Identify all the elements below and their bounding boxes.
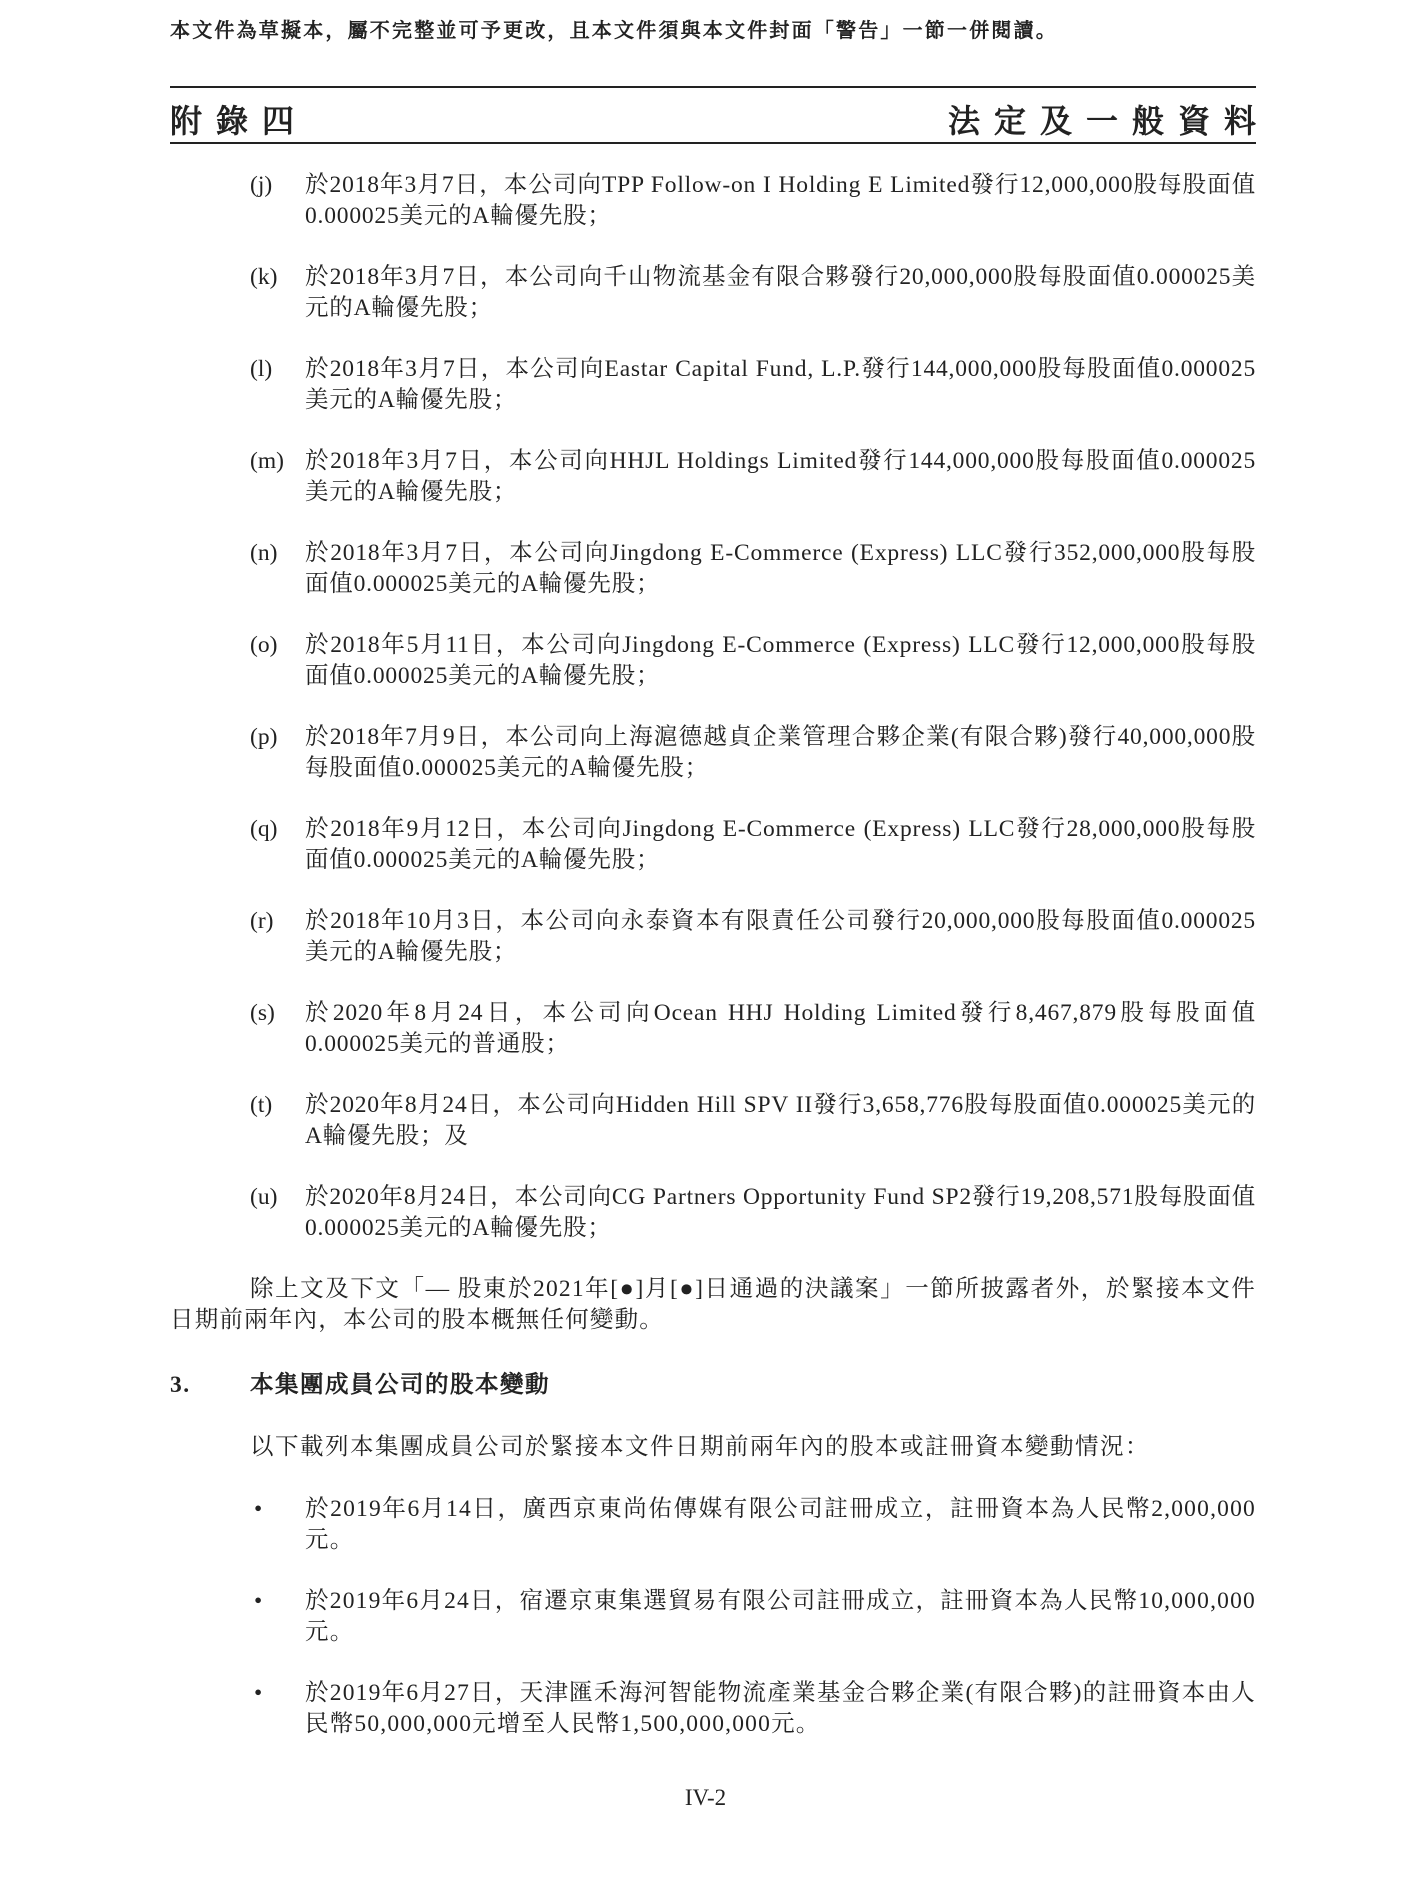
share-capital-paragraph: 除上文及下文「— 股東於2021年[●]月[●]日通過的決議案」一節所披露者外，於緊接本文件日期前兩年內，本公司的股本概無任何變動。	[170, 1276, 1256, 1333]
item-text: 於2018年3月7日，本公司向千山物流基金有限合夥發行20,000,000股每股面值0.000025美元的A輪優先股；	[305, 264, 1256, 321]
item-text: 於2018年3月7日，本公司向Eastar Capital Fund, L.P.發行144,000,000股每股面值0.000025美元的A輪優先股；	[305, 356, 1256, 413]
item-label: (k)	[250, 264, 278, 290]
item-text: 於2020年8月24日，本公司向Hidden Hill SPV II發行3,658,776股每股面值0.000025美元的A輪優先股；及	[305, 1092, 1256, 1149]
section-title: 法定及一般資料	[947, 103, 1270, 139]
item-text: 於2018年3月7日，本公司向Jingdong E-Commerce (Express) LLC發行352,000,000股每股面值0.000025美元的A輪優先股；	[305, 540, 1256, 597]
section-number: 3.	[170, 1372, 191, 1398]
item-label: (o)	[250, 632, 278, 658]
list-item	[170, 1090, 1256, 1152]
item-label: (n)	[250, 540, 278, 566]
item-label: (u)	[250, 1184, 278, 1210]
appendix-title: 附錄四	[170, 103, 309, 139]
item-text: 於2018年3月7日，本公司向HHJL Holdings Limited發行144,000,000股每股面值0.000025美元的A輪優先股；	[305, 448, 1256, 505]
list-item	[170, 170, 1256, 232]
item-label: (q)	[250, 816, 278, 842]
item-label: (j)	[250, 172, 273, 198]
bullet-item	[170, 1678, 1256, 1740]
bullet-icon: •	[254, 1680, 263, 1706]
bullet-text: 於2019年6月24日，宿遷京東集選貿易有限公司註冊成立，註冊資本為人民幣10,000,000元。	[305, 1588, 1256, 1645]
list-item	[170, 262, 1256, 324]
item-text: 於2020年8月24日，本公司向Ocean HHJ Holding Limited發行8,467,879股每股面值0.000025美元的普通股；	[305, 1000, 1256, 1057]
list-item	[170, 1182, 1256, 1244]
list-item	[170, 906, 1256, 968]
draft-warning: 本文件為草擬本，屬不完整並可予更改，且本文件須與本文件封面「警告」一節一併閱讀。	[170, 20, 1058, 42]
bullet-icon: •	[254, 1496, 263, 1522]
section-intro: 以下載列本集團成員公司於緊接本文件日期前兩年內的股本或註冊資本變動情況：	[250, 1434, 1150, 1460]
list-item	[170, 814, 1256, 876]
item-text: 於2018年10月3日，本公司向永泰資本有限責任公司發行20,000,000股每股面值0.000025美元的A輪優先股；	[305, 908, 1256, 965]
bullet-text: 於2019年6月14日，廣西京東尚佑傳媒有限公司註冊成立，註冊資本為人民幣2,000,000元。	[305, 1496, 1256, 1553]
item-text: 於2018年7月9日，本公司向上海滬德越貞企業管理合夥企業(有限合夥)發行40,000,000股每股面值0.000025美元的A輪優先股；	[305, 724, 1256, 781]
list-item	[170, 354, 1256, 416]
item-text: 於2018年9月12日，本公司向Jingdong E-Commerce (Express) LLC發行28,000,000股每股面值0.000025美元的A輪優先股；	[305, 816, 1256, 873]
item-label: (s)	[250, 1000, 275, 1026]
page-number: IV-2	[684, 1785, 727, 1810]
list-item	[170, 998, 1256, 1060]
bullet-icon: •	[254, 1588, 263, 1614]
item-label: (l)	[250, 356, 273, 382]
item-text: 於2020年8月24日，本公司向CG Partners Opportunity Fund SP2發行19,208,571股每股面值0.000025美元的A輪優先股；	[305, 1184, 1256, 1241]
bullet-text: 於2019年6月27日，天津匯禾海河智能物流產業基金合夥企業(有限合夥)的註冊資本由人民幣50,000,000元增至人民幣1,500,000,000元。	[305, 1680, 1256, 1737]
list-item	[170, 538, 1256, 600]
item-label: (m)	[250, 448, 284, 474]
bullet-item	[170, 1586, 1256, 1648]
list-item	[170, 630, 1256, 692]
item-text: 於2018年5月11日，本公司向Jingdong E-Commerce (Express) LLC發行12,000,000股每股面值0.000025美元的A輪優先股；	[305, 632, 1256, 689]
section-heading	[170, 1370, 1256, 1401]
section-heading-title: 本集團成員公司的股本變動	[250, 1372, 550, 1398]
item-text: 於2018年3月7日，本公司向TPP Follow-on I Holding E Limited發行12,000,000股每股面值0.000025美元的A輪優先股；	[305, 172, 1256, 229]
bullet-item	[170, 1494, 1256, 1556]
list-item	[170, 722, 1256, 784]
item-label: (p)	[250, 724, 278, 750]
page-content	[170, 170, 1256, 1770]
list-item	[170, 446, 1256, 508]
item-label: (r)	[250, 908, 274, 934]
item-label: (t)	[250, 1092, 273, 1118]
page-header	[170, 86, 1270, 144]
